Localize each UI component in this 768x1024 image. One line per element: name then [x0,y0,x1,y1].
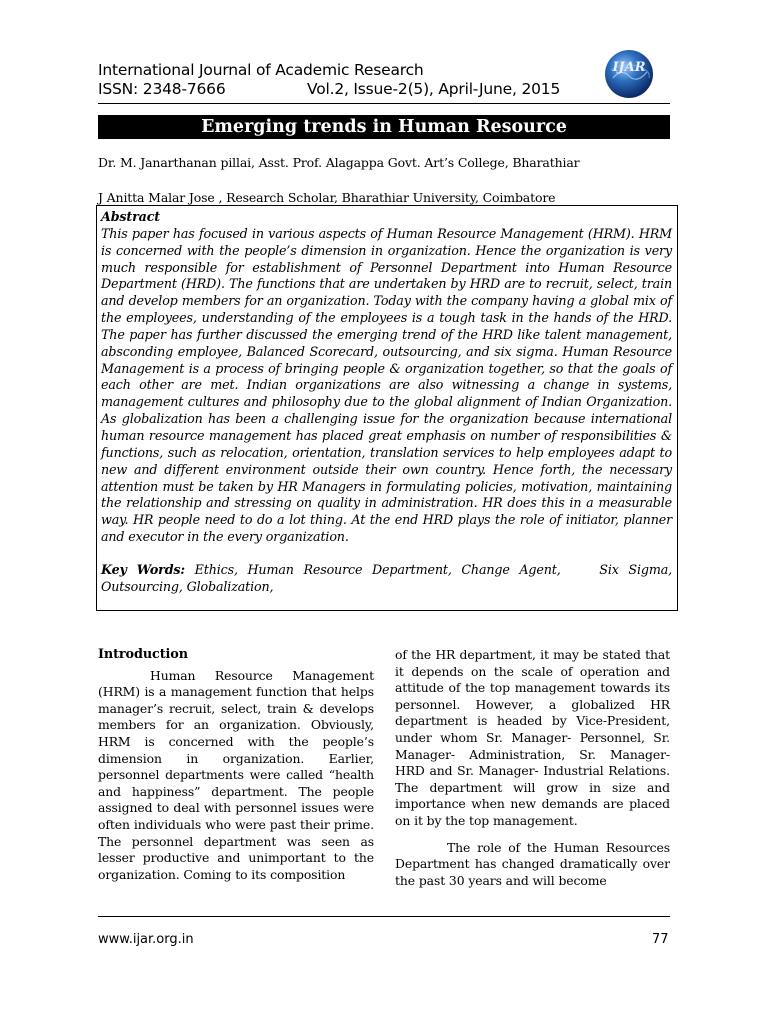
introduction-heading: Introduction [98,647,188,662]
right-column [395,647,670,889]
author-2: J Anitta Malar Jose , Research Scholar, Bharathiar University, Coimbatore [98,190,556,205]
journal-name: International Journal of Academic Research [98,61,424,79]
intro-paragraph-1: Human Resource Management (HRM) is a management function that helps manager’s recruit, select, train & develops members for an organization. Obviously, HRM is concerned with the people’s dimension in organization. Earlier, personnel departments were called “health and happiness” department. The people assigned to deal with personnel issues were often individuals who were past their prime. The personnel department was seen as lesser productive and unimportant to the organization. Coming to its composition [98,667,374,882]
issn: ISSN: 2348-7666 [98,80,226,98]
header-rule [98,103,670,104]
footer-url: www.ijar.org.in [98,932,194,947]
abstract-box [96,205,678,611]
footer-rule [98,916,670,917]
intro-paragraph-3: The role of the Human Resources Department has changed dramatically over the past 30 years and will become [395,839,670,888]
author-1: Dr. M. Janarthanan pillai, Asst. Prof. Alagappa Govt. Art’s College, Bharathiar [98,155,580,170]
journal-logo [603,48,655,100]
title-bar [98,115,670,139]
abstract-heading: Abstract [101,209,161,224]
left-column [98,647,374,883]
abstract-body: This paper has focused in various aspects of Human Resource Management (HRM). HRM is concerned with the people’s dimension in organization. Hence the organization is very much responsible for establishment of Personnel Department into Human Resource Department (HRD). The functions that are undertaken by HRD are to recruit, select, train and develop members for an organization. Today with the company having a global mix of the employees, understanding of the employees is a tough task in the hands of the HRD. The paper has further discussed the emerging trend of the HRD like talent management, absconding employee, Balanced Scorecard, outsourcing, and six sigma. Human Resource Management is a process of bringing people & organization together, so that the goals of each other are met. Indian organizations are also witnessing a change in systems, management cultures and philosophy due to the global alignment of Indian Organization. As globalization has been a challenging issue for the organization because international human resource management has placed great emphasis on number of responsibilities & functions, such as relocation, orientation, translation services to help employees adapt to new and different environment outside their own country. Hence forth, the necessary attention must be taken by HR Managers in formulating policies, motivation, maintaining the relationship and stressing on quality in administration. HR does this in a measurable way. HR people need to do a lot thing. At the end HRD plays the role of initiator, planner and executor in the every organization. [101,225,672,545]
paper-title: Emerging trends in Human Resource [201,117,567,137]
keywords-list: Ethics, Human Resource Department, Change Agent, Six Sigma, Outsourcing, Globalization, [101,561,676,594]
keywords [101,561,676,596]
logo-text: IJAR [612,60,646,75]
volume-issue: Vol.2, Issue-2(5), April-June, 2015 [307,80,561,98]
intro-paragraph-2: of the HR department, it may be stated that it depends on the scale of operation and attitude of the top management towards its personnel. However, a globalized HR department is headed by Vice-President, under whom Sr. Manager- Personnel, Sr. Manager- Administration, Sr. Manager- HRD and Sr. Manager- Industrial Relations. The department will grow in size and importance when new demands are placed on it by the top management. [395,647,670,828]
abstract-content [101,209,676,596]
page-number: 77 [652,932,669,947]
keywords-label: Key Words: [101,561,185,577]
